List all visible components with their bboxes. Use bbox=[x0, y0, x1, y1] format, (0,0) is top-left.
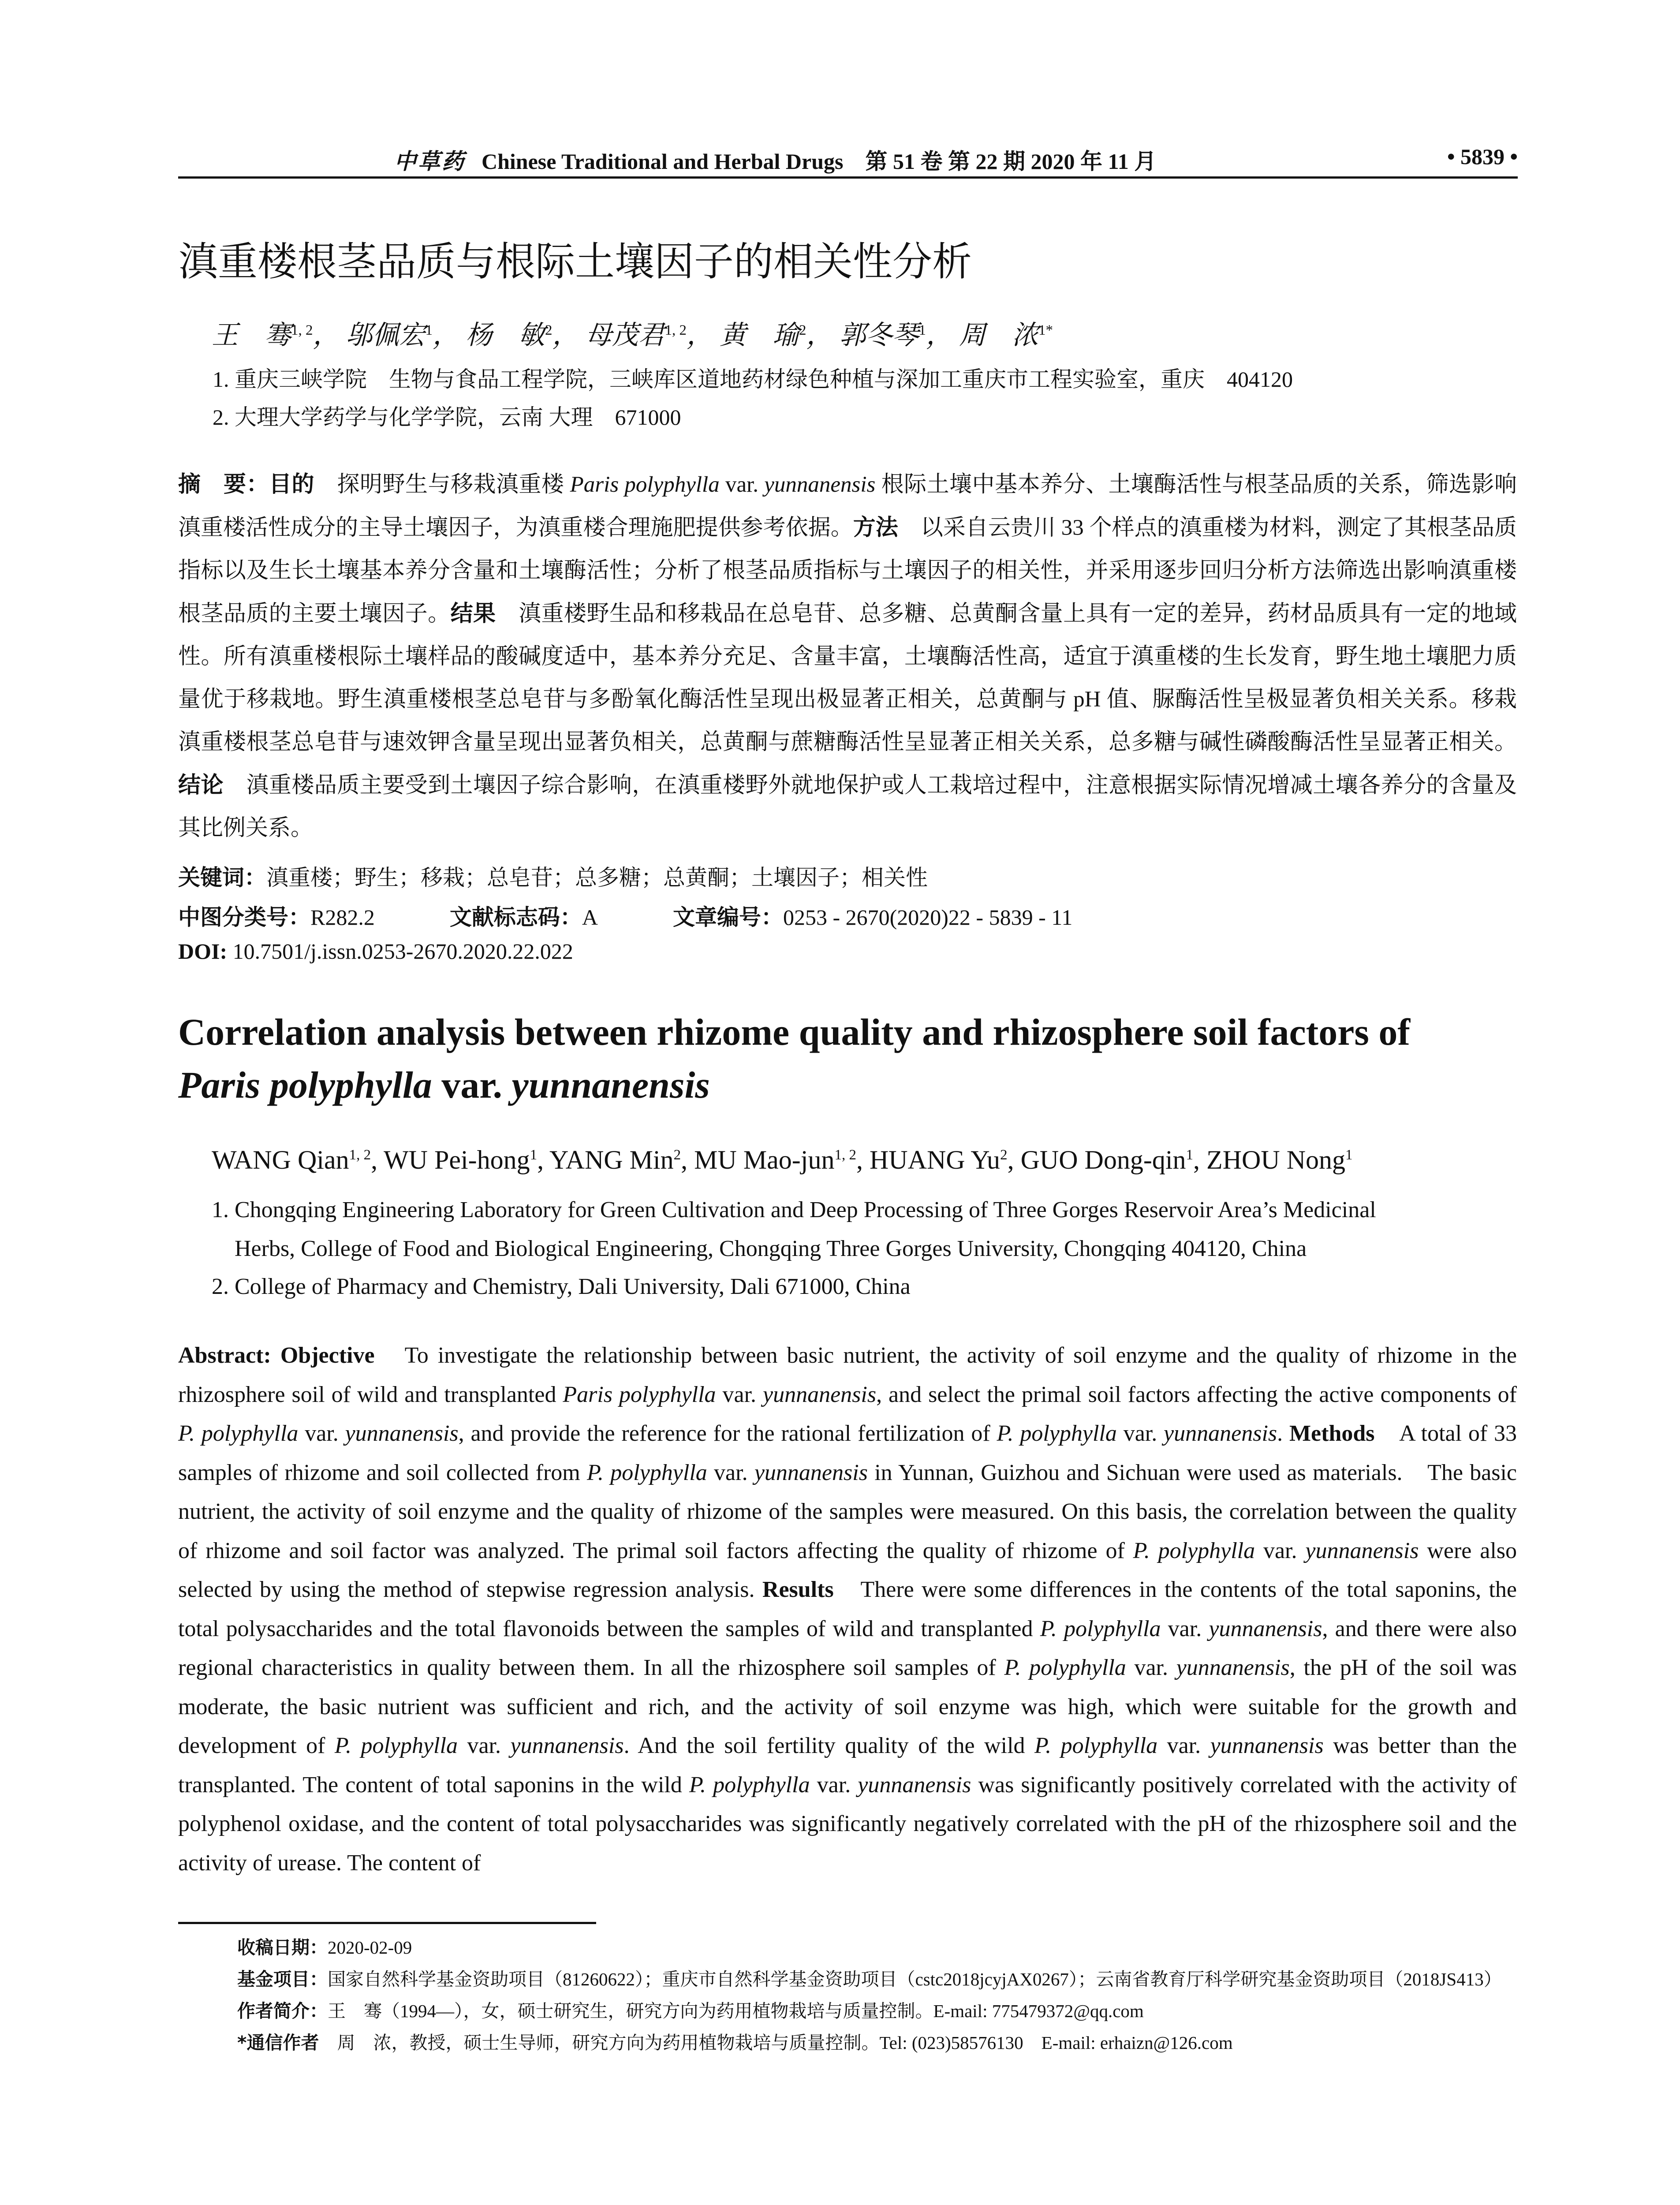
var-abbrev: var. bbox=[719, 472, 765, 497]
author-affiliation-mark: 1 bbox=[1345, 1147, 1353, 1163]
classification-row bbox=[178, 900, 1072, 931]
methods-text: in Yunnan, Guizhou and Sichuan were used as materials. The basic nutrient, the activity of soil enzyme and the quality of rhizome of the samples were measured. On this basis, the correlation between the quality of rhizome and soil factor was analyzed. The primal soil factors affecting the quality of rhizome of bbox=[178, 1460, 1517, 1563]
english-title bbox=[178, 1005, 1517, 1111]
methods-text: A total of 33 samples of rhizome and soil collected from bbox=[178, 1421, 1517, 1485]
var-abbrev: var. bbox=[298, 1421, 345, 1446]
author: WANG Qian bbox=[212, 1145, 349, 1174]
footnote-text: 王 骞（1994—），女，硕士研究生，研究方向为药用植物栽培与质量控制。E-mail: 775479372@qq.com bbox=[328, 2001, 1144, 2021]
objective-text: , and provide the reference for the rational fertilization of bbox=[458, 1421, 997, 1446]
footnote-label: 作者简介： bbox=[237, 2000, 328, 2022]
results-text: , and there were also regional characteristics in quality between them. In all the rhizosphere soil samples of bbox=[178, 1616, 1517, 1680]
methods-label: Methods bbox=[1289, 1421, 1375, 1446]
conclusion-text: 滇重楼品质主要受到土壤因子综合影响，在滇重楼野外就地保护或人工栽培过程中，注意根据实际情况增减土壤各养分的含量及其比例关系。 bbox=[178, 773, 1517, 841]
doi-label: DOI: bbox=[178, 939, 233, 964]
english-affiliation-2: 2. College of Pharmacy and Chemistry, Dali University, Dali 671000, China bbox=[212, 1274, 911, 1299]
affiliation-number: 1. bbox=[212, 1197, 235, 1222]
abstract-label: 摘 要： bbox=[178, 471, 269, 497]
var-abbrev: var. bbox=[432, 1064, 512, 1106]
objective-text: . bbox=[1277, 1421, 1289, 1446]
author: 郭冬琴 bbox=[839, 321, 919, 350]
author-affiliation-mark: 1, 2 bbox=[349, 1147, 371, 1163]
results-label: Results bbox=[762, 1577, 834, 1602]
author-affiliation-mark: 2 bbox=[1000, 1147, 1008, 1163]
species-name: Paris polyphylla bbox=[563, 1382, 716, 1407]
author-affiliation-mark: 1, 2 bbox=[291, 322, 313, 338]
species-name: Paris polyphylla bbox=[570, 472, 720, 497]
variety-name: yunnanensis bbox=[345, 1421, 459, 1446]
species-name: P. polyphylla bbox=[334, 1733, 458, 1758]
article-no-value: 0253 - 2670(2020)22 - 5839 - 11 bbox=[783, 905, 1073, 930]
english-title-main: Correlation analysis between rhizome quality and rhizosphere soil factors of bbox=[178, 1011, 1411, 1053]
results-text: 滇重楼野生品和移栽品在总皂苷、总多糖、总黄酮含量上具有一定的差异，药材品质具有一定的地域性。所有滇重楼根际土壤样品的酸碱度适中，基本养分充足、含量丰富，土壤酶活性高，适宜于滇重楼的生长发育，野生地土壤肥力质量优于移栽地。野生滇重楼根茎总皂苷与多酚氧化酶活性呈现出极显著正相关，总黄酮与 pH 值、脲酶活性呈极显著负相关关系。移栽滇重楼根茎总皂苷与速效钾含量呈现出显著负相关，总黄酮与蔗糖酶活性呈显著正相关关系，总多糖与碱性磷酸酶活性呈显著正相关。 bbox=[178, 602, 1517, 755]
journal-logo: 中草药 bbox=[394, 148, 466, 174]
author: GUO Dong-qin bbox=[1020, 1145, 1186, 1174]
english-affiliation-1 bbox=[212, 1191, 1517, 1268]
journal-header bbox=[394, 144, 1156, 176]
var-abbrev: var. bbox=[716, 1382, 763, 1407]
chinese-title: 滇重楼根茎品质与根际土壤因子的相关性分析 bbox=[178, 239, 972, 285]
journal-info: Chinese Traditional and Herbal Drugs 第 51 卷 第 22 期 2020 年 11 月 bbox=[482, 149, 1157, 174]
var-abbrev: var. bbox=[1126, 1655, 1176, 1680]
variety-name: yunnanensis bbox=[511, 1064, 710, 1106]
species-name: P. polyphylla bbox=[178, 1421, 299, 1446]
results-text: There were some differences in the contents of the total saponins, the total polysaccharides and the total flavonoids between the samples of wild and transplanted bbox=[178, 1577, 1517, 1641]
chinese-affiliation-1: 1. 重庆三峡学院 生物与食品工程学院，三峡库区道地药材绿色种植与深加工重庆市工程实验室，重庆 404120 bbox=[213, 367, 1293, 392]
doccode-value: A bbox=[582, 905, 598, 930]
var-abbrev: var. bbox=[810, 1772, 858, 1798]
species-name: P. polyphylla bbox=[1040, 1616, 1161, 1641]
footnote-text: 国家自然科学基金资助项目（81260622）；重庆市自然科学基金资助项目（cstc2018jcyjAX0267）；云南省教育厅科学研究基金资助项目（2018JS413） bbox=[328, 1969, 1502, 1989]
affiliation-line: Chongqing Engineering Laboratory for Green Cultivation and Deep Processing of Three Gorges Reservoir Area’s Medicinal bbox=[235, 1197, 1376, 1222]
species-name: P. polyphylla bbox=[1004, 1655, 1126, 1680]
species-name: Paris polyphylla bbox=[178, 1064, 432, 1106]
variety-name: yunnanensis bbox=[1209, 1616, 1322, 1641]
footnote-divider bbox=[178, 1922, 596, 1924]
species-name: P. polyphylla bbox=[1034, 1733, 1158, 1758]
var-abbrev: var. bbox=[1116, 1421, 1164, 1446]
clc-value: R282.2 bbox=[310, 905, 375, 930]
var-abbrev: var. bbox=[707, 1460, 754, 1485]
author: YANG Min bbox=[549, 1145, 674, 1174]
species-name: P. polyphylla bbox=[997, 1421, 1117, 1446]
objective-text: 探明野生与移栽滇重楼 bbox=[314, 472, 570, 497]
author: 邬佩宏 bbox=[346, 321, 426, 350]
abstract-objective-label: Abstract: Objective bbox=[178, 1343, 375, 1368]
chinese-affiliation-2: 2. 大理大学药学与化学学院，云南 大理 671000 bbox=[213, 405, 681, 430]
methods-label: 方法 bbox=[853, 515, 898, 541]
results-text: was significantly positively correlated with the activity of polyphenol oxidase, and the content of total polysaccharides was significantly negatively correlated with the pH of the rhizosphere soil and the activity of urease. The content of bbox=[178, 1772, 1517, 1876]
author-affiliation-mark: 1 bbox=[918, 322, 926, 338]
footnote-label: 基金项目： bbox=[237, 1969, 328, 1990]
variety-name: yunnanensis bbox=[858, 1772, 971, 1798]
clc-label: 中图分类号： bbox=[178, 904, 310, 930]
doccode-label: 文献标志码： bbox=[449, 904, 582, 930]
english-authors: WANG Qian$^{1, 2}$, WU Pei-hong$^1$, YANG Min$^2$, MU Mao-jun$^{1, 2}$, HUANG Yu$^2$, GUO Dong-qin$^1$, ZHOU Nong$^1$ bbox=[212, 1145, 1353, 1174]
running-header bbox=[178, 140, 1518, 179]
doi-value: 10.7501/j.issn.0253-2670.2020.22.022 bbox=[232, 939, 573, 964]
variety-name: yunnanensis bbox=[764, 472, 876, 497]
chinese-authors: 王 骞$^{1, 2}$， 邬佩宏$^1$， 杨 敏$^2$， 母茂君$^{1, 2}$， 黄 瑜$^2$， 郭冬琴$^1$， 周 浓$^{1*}$ bbox=[212, 321, 1053, 350]
keywords-text: 滇重楼；野生；移栽；总皂苷；总多糖；总黄酮；土壤因子；相关性 bbox=[266, 865, 928, 890]
keywords-label: 关键词： bbox=[178, 865, 266, 890]
objective-text: To investigate the relationship between basic nutrient, the activity of soil enzyme and the quality of rhizome in the rhizosphere soil of wild and transplanted bbox=[178, 1343, 1517, 1407]
author-affiliation-mark: 1 bbox=[425, 322, 433, 338]
author: 母茂君 bbox=[585, 321, 665, 350]
results-text: . And the soil fertility quality of the wild bbox=[623, 1733, 1035, 1758]
footnote-funding bbox=[237, 1963, 1517, 1995]
var-abbrev: var. bbox=[1161, 1616, 1209, 1641]
variety-name: yunnanensis bbox=[1305, 1538, 1419, 1563]
author: HUANG Yu bbox=[869, 1145, 1001, 1174]
affiliation-line: Herbs, College of Food and Biological Engineering, Chongqing Three Gorges University, Chongqing 404120, China bbox=[235, 1236, 1307, 1261]
footnote-label: *通信作者 bbox=[237, 2032, 319, 2053]
variety-name: yunnanensis bbox=[1164, 1421, 1277, 1446]
author: 周 浓 bbox=[959, 321, 1038, 350]
footnote-text: 周 浓，教授，硕士生导师，研究方向为药用植物栽培与质量控制。Tel: (023)58576130 E-mail: erhaizn@126.com bbox=[319, 2033, 1233, 2053]
footnote-received bbox=[237, 1932, 1517, 1963]
author: 黄 瑜 bbox=[720, 321, 799, 350]
var-abbrev: var. bbox=[1157, 1733, 1210, 1758]
english-abstract bbox=[178, 1336, 1517, 1883]
footnote-text: 2020-02-09 bbox=[328, 1937, 412, 1958]
species-name: P. polyphylla bbox=[1133, 1538, 1255, 1563]
footnote-corresponding-author bbox=[237, 2027, 1517, 2059]
author-affiliation-mark: 1 bbox=[530, 1147, 538, 1163]
author: ZHOU Nong bbox=[1206, 1145, 1346, 1174]
chinese-abstract bbox=[178, 463, 1517, 850]
variety-name: yunnanensis bbox=[510, 1733, 624, 1758]
variety-name: yunnanensis bbox=[762, 1382, 877, 1407]
author: 杨 敏 bbox=[466, 321, 545, 350]
results-text: , the pH of the soil was moderate, the basic nutrient was sufficient and rich, and the activity of soil enzyme was high, which were suitable for the growth and development of bbox=[178, 1655, 1517, 1758]
results-label: 结果 bbox=[450, 601, 496, 627]
article-no-label: 文章编号： bbox=[672, 904, 783, 930]
author-affiliation-mark: 2 bbox=[545, 322, 553, 338]
variety-name: yunnanensis bbox=[1176, 1655, 1290, 1680]
doi bbox=[178, 938, 573, 964]
variety-name: yunnanensis bbox=[1210, 1733, 1324, 1758]
author-affiliation-mark: 1 bbox=[1186, 1147, 1194, 1163]
author: MU Mao-jun bbox=[694, 1145, 835, 1174]
results-text: was better than the transplanted. The content of total saponins in the wild bbox=[178, 1733, 1517, 1798]
objective-text-end: 根际土壤中基本养分、土壤酶活性与根茎品质的关系，筛选影响滇重楼活性成分的主导土壤因子，为滇重楼合理施肥提供参考依据。 bbox=[178, 472, 1517, 540]
keywords bbox=[178, 860, 928, 892]
conclusion-label: 结论 bbox=[178, 772, 224, 798]
page-number: • 5839 • bbox=[1447, 144, 1518, 169]
var-abbrev: var. bbox=[1255, 1538, 1306, 1563]
objective-text: , and select the primal soil factors affecting the active components of bbox=[876, 1382, 1517, 1407]
author-affiliation-mark: 2 bbox=[799, 322, 806, 338]
variety-name: yunnanensis bbox=[754, 1460, 868, 1485]
author-affiliation-mark: 1, 2 bbox=[834, 1147, 856, 1163]
footnotes bbox=[237, 1932, 1517, 2059]
author: 王 骞 bbox=[212, 321, 291, 350]
species-name: P. polyphylla bbox=[586, 1460, 707, 1485]
author: WU Pei-hong bbox=[384, 1145, 530, 1174]
species-name: P. polyphylla bbox=[689, 1772, 810, 1798]
author-affiliation-mark: 2 bbox=[673, 1147, 681, 1163]
methods-text: 以采自云贵川 33 个样点的滇重楼为材料，测定了其根茎品质指标以及生长土壤基本养分含量和土壤酶活性；分析了根茎品质指标与土壤因子的相关性，并采用逐步回归分析方法筛选出影响滇重楼根茎品质的主要土壤因子。 bbox=[178, 516, 1517, 626]
footnote-author-bio bbox=[237, 1995, 1517, 2027]
var-abbrev: var. bbox=[457, 1733, 511, 1758]
author-affiliation-mark: 1* bbox=[1038, 322, 1053, 338]
methods-text: were also selected by using the method of stepwise regression analysis. bbox=[178, 1538, 1517, 1602]
author-affiliation-mark: 1, 2 bbox=[665, 322, 687, 338]
footnote-label: 收稿日期： bbox=[237, 1937, 328, 1958]
objective-label: 目的 bbox=[269, 471, 314, 497]
